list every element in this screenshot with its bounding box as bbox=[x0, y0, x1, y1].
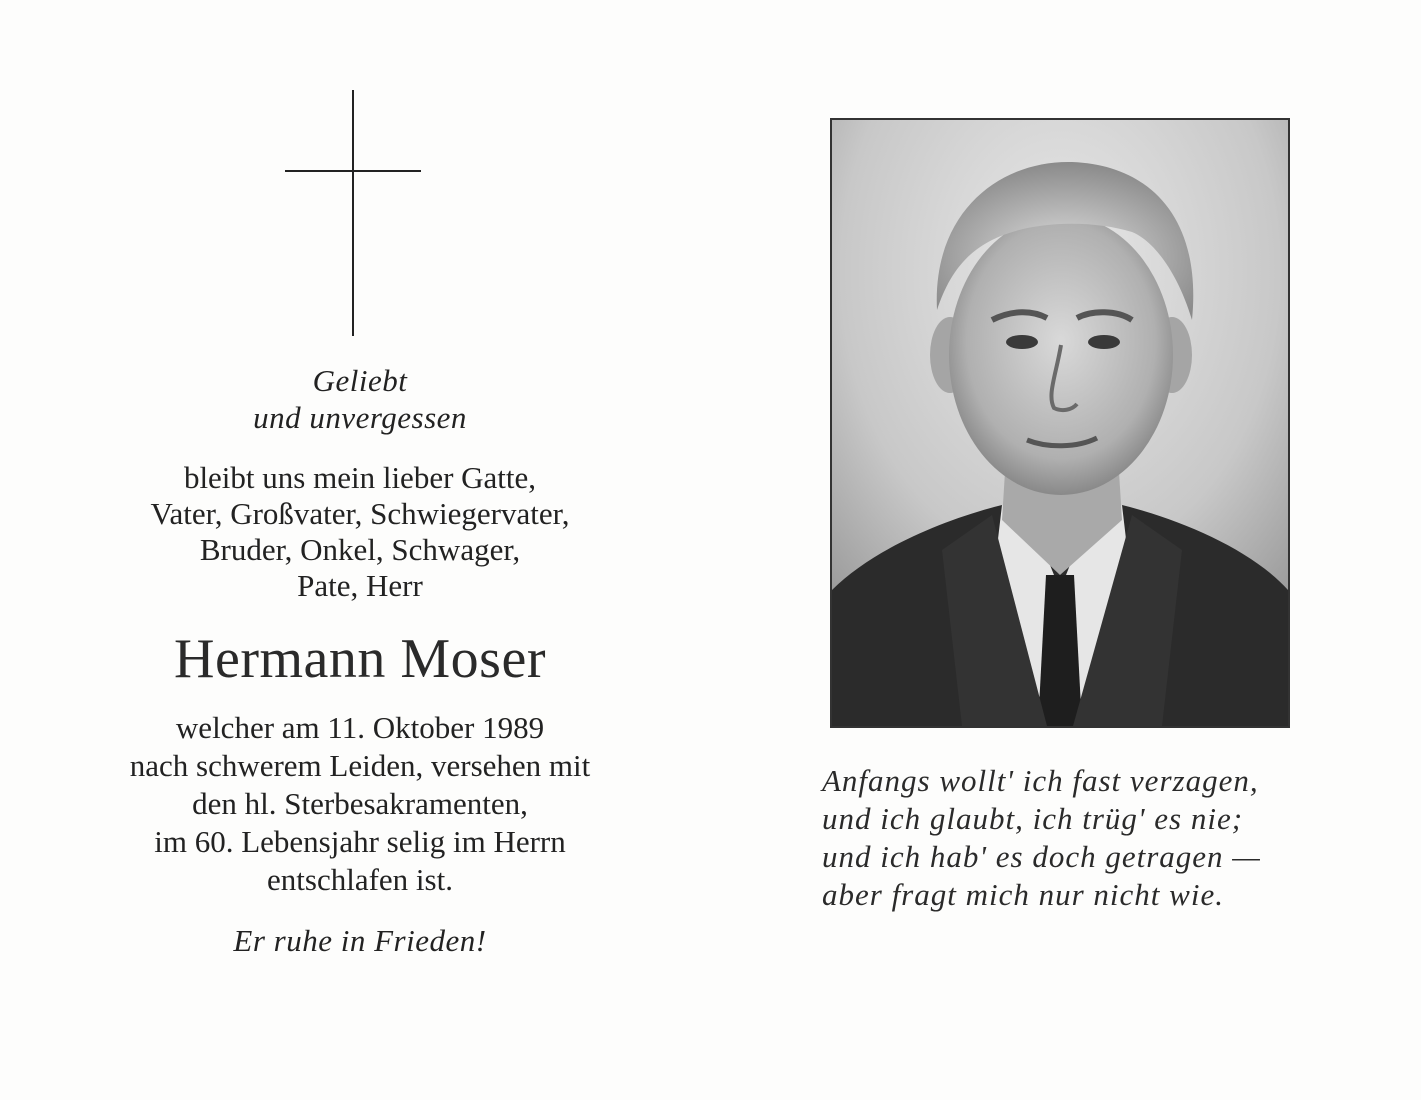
details-line: welcher am 11. Oktober 1989 bbox=[175, 710, 545, 745]
poem-line: Anfangs wollt' ich fast verzagen, bbox=[822, 763, 1259, 798]
death-details bbox=[60, 709, 660, 899]
details-line: im 60. Lebensjahr selig im Herrn bbox=[154, 824, 566, 859]
farewell-text: Er ruhe in Frieden! bbox=[233, 923, 487, 958]
intro-line-2: und unvergessen bbox=[253, 400, 467, 435]
relations-line: Vater, Großvater, Schwiegervater, bbox=[150, 496, 570, 531]
portrait-photo-icon bbox=[830, 118, 1290, 728]
details-line: entschlafen ist. bbox=[267, 862, 453, 897]
cross-icon bbox=[285, 90, 421, 336]
poem-line: und ich glaubt, ich trüg' es nie; bbox=[822, 801, 1244, 836]
deceased-name: Hermann Moser bbox=[174, 628, 546, 690]
relations-line: Bruder, Onkel, Schwager, bbox=[199, 532, 521, 567]
poem-line: und ich hab' es doch getragen — bbox=[822, 839, 1261, 874]
poem-line: aber fragt mich nur nicht wie. bbox=[822, 877, 1224, 912]
relations-line: Pate, Herr bbox=[297, 568, 423, 603]
relations-text bbox=[60, 460, 660, 604]
intro-line-1: Geliebt bbox=[312, 363, 408, 398]
details-line: nach schwerem Leiden, versehen mit bbox=[129, 748, 591, 783]
details-line: den hl. Sterbesakramenten, bbox=[192, 786, 528, 821]
relations-line: bleibt uns mein lieber Gatte, bbox=[183, 460, 537, 495]
poem-text bbox=[822, 762, 1382, 914]
intro-text bbox=[60, 362, 660, 436]
